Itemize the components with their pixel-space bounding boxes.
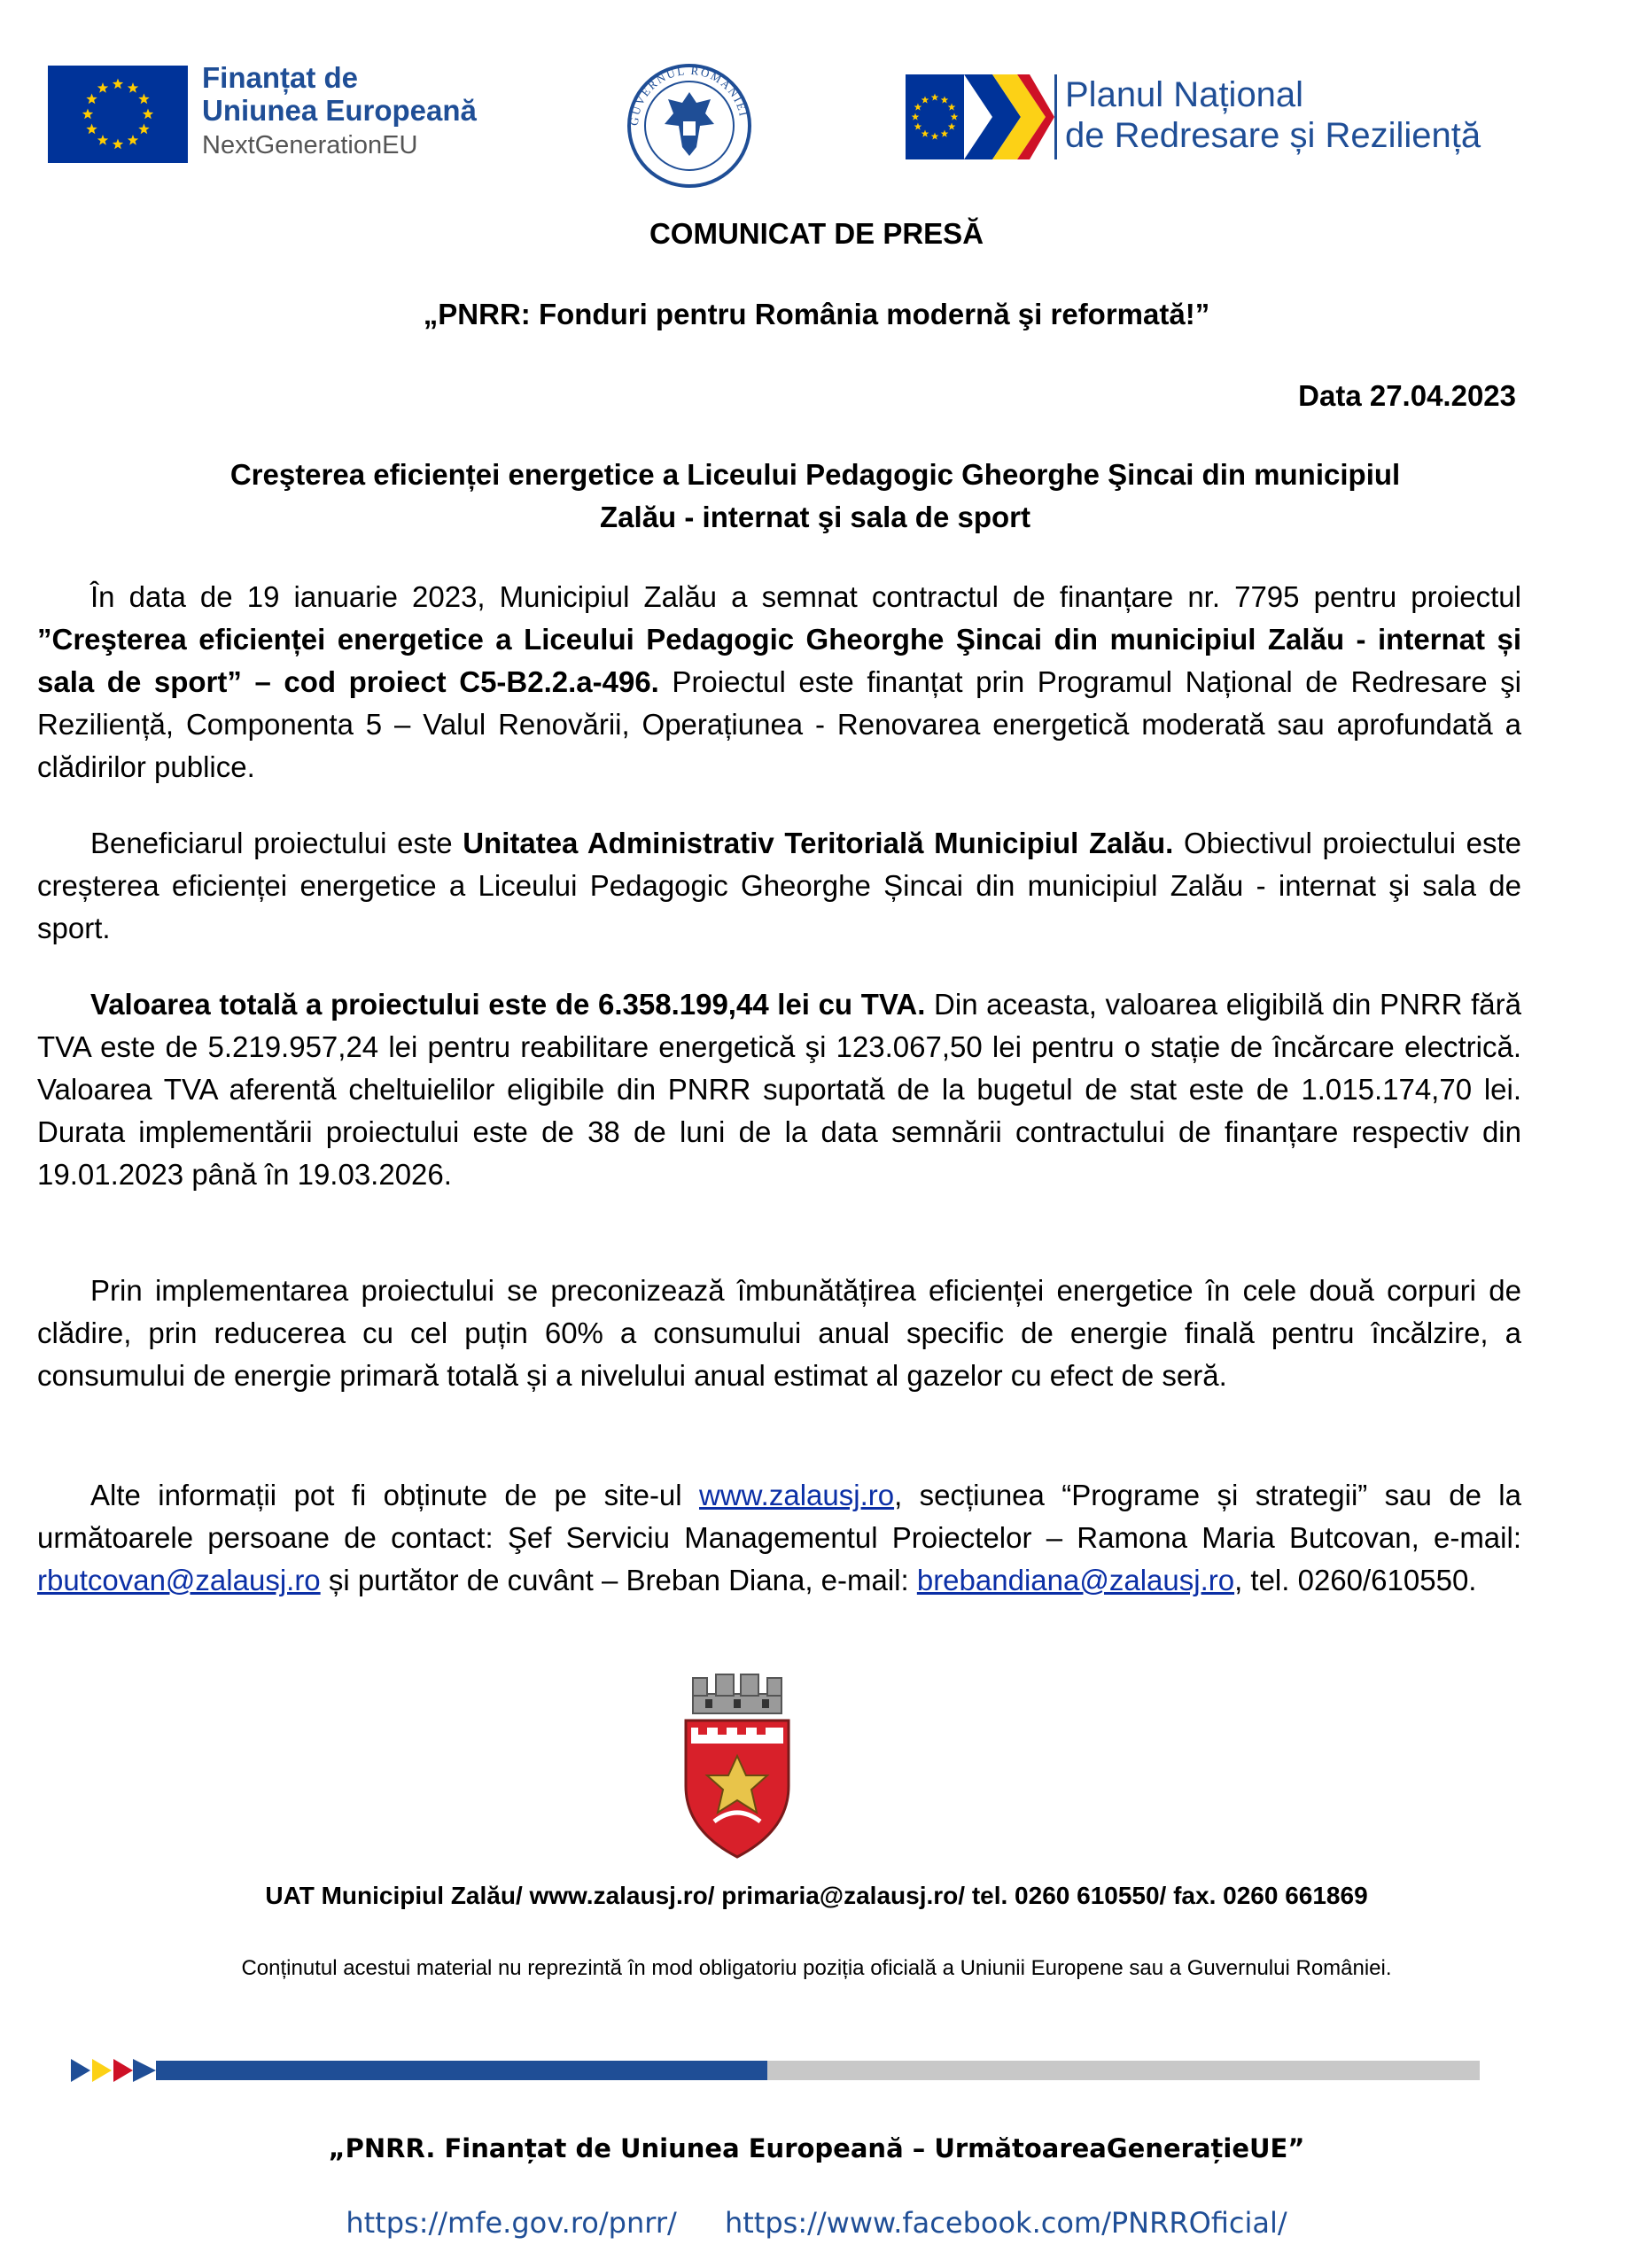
pnrr-logo-text <box>1065 74 1481 156</box>
p2-text2: Obiectivul proiectului este creșterea eficienței energetice a Liceului Pedagogic Gheorghe Șincai din municipiul Zalău - internat şi sala de sport. <box>37 827 1521 944</box>
pnrr-flag-icon <box>906 74 1054 159</box>
facebook-pnrr-link[interactable]: https://www.facebook.com/PNRROficial/ <box>724 2206 1287 2240</box>
p5-text3: și purtător de cuvânt – Breban Diana, e-mail: <box>320 1564 917 1596</box>
p1-text2: Proiectul este finanțat prin Programul Național de Redresare şi Reziliență, Componenta 5 – Valul Renovării, Operațiunea - Renovarea energetică moderată sau aprofundată a clădirilor publice. <box>37 665 1521 783</box>
pnrr-color-bar <box>71 2052 1480 2087</box>
mfe-pnrr-link[interactable]: https://mfe.gov.ro/pnrr/ <box>346 2206 677 2240</box>
zalau-coat-of-arms-icon <box>679 1671 796 1860</box>
eu-flag-icon <box>48 66 188 163</box>
p5-text1: Alte informații pot fi obținute de pe site-ul <box>90 1479 699 1511</box>
p2-text1: Beneficiarul proiectului este <box>90 827 463 859</box>
p5-text2: , secțiunea “Programe și strategii” sau de la următoarele persoane de contact: Şef Serviciu Managementul Proiectelor – Ramona Maria Butcovan, e-mail: <box>37 1479 1521 1554</box>
footer-disclaimer: Conținutul acestui material nu reprezintă în mod obligatoriu poziția oficială a Uniunii Europene sau a Guvernului României. <box>241 1956 1392 1980</box>
pnrr-logo-line1: Planul Național <box>1065 75 1304 114</box>
pnrr-logo-line2: de Redresare și Reziliență <box>1065 116 1481 155</box>
project-title-line2: Zalău - internat şi sala de sport <box>600 501 1030 533</box>
eu-logo-line2: Uniunea Europeană <box>202 93 477 127</box>
pnrr-footer-slogan: „PNRR. Finanțat de Uniunea Europeană – UrmătoareaGenerațieUE” <box>328 2133 1305 2163</box>
p3-text1: Din aceasta, valoarea eligibilă din PNRR fără TVA este de 5.219.957,24 lei pentru reabilitare energetică şi 123.067,50 lei pentru o stație de încărcare electrică. Valoarea TVA aferentă cheltuielilor eligibile din PNRR suportată de la bugetul de stat este de 1.015.174,70 lei. Durata implementării proiectului este de 38 de luni de la data semnării contractului de finanțare respectiv din 19.01.2023 până în 19.03.2026. <box>37 988 1521 1191</box>
website-link[interactable]: www.zalausj.ro <box>699 1479 895 1511</box>
eu-logo-line3: NextGenerationEU <box>202 130 418 159</box>
p2-beneficiary-name: Unitatea Administrativ Teritorială Municipiul Zalău. <box>463 827 1174 859</box>
p3-total-value: Valoarea totală a proiectului este de 6.358.199,44 lei cu TVA. <box>90 988 926 1021</box>
p4-text1: Prin implementarea proiectului se preconizează îmbunătățirea eficienței energetice în cele două corpuri de clădire, prin reducerea cu cel puțin 60% a consumului anual specific de energie finală pentru încălzire, a consumului de energie primară totală și a nivelului anual estimat al gazelor cu efect de seră. <box>37 1274 1521 1392</box>
footer-contact-line: UAT Municipiul Zalău/ www.zalausj.ro/ primaria@zalausj.ro/ tel. 0260 610550/ fax. 0260 661869 <box>265 1882 1368 1909</box>
release-date: Data 27.04.2023 <box>1298 379 1516 412</box>
eu-funding-logo <box>202 62 477 159</box>
pnrr-logo-divider <box>1054 74 1057 159</box>
project-title <box>80 454 1551 539</box>
email-link-breban[interactable]: brebandiana@zalausj.ro <box>916 1564 1235 1596</box>
press-release-heading: COMUNICAT DE PRESĂ <box>649 217 984 250</box>
paragraph-contact <box>37 1474 1521 1602</box>
project-title-line1: Creşterea eficienței energetice a Liceului Pedagogic Gheorghe Şincai din municipiul <box>229 458 1401 491</box>
footer-links <box>0 2206 1633 2240</box>
paragraph-contract <box>37 576 1521 788</box>
slogan: „PNRR: Fonduri pentru România modernă şi reformată!” <box>423 298 1210 330</box>
paragraph-value <box>37 983 1521 1196</box>
eu-logo-line1: Finanțat de <box>202 61 359 94</box>
p5-text4: , tel. 0260/610550. <box>1234 1564 1477 1596</box>
paragraph-results <box>37 1270 1521 1397</box>
paragraph-beneficiary <box>37 822 1521 950</box>
government-seal-icon <box>626 62 753 190</box>
p1-text1: În data de 19 ianuarie 2023, Municipiul Zalău a semnat contractul de finanțare nr. 7795 pentru proiectul <box>90 580 1521 613</box>
seal-text: GUVERNUL ROMÂNIEI <box>626 63 751 127</box>
email-link-butcovan[interactable]: rbutcovan@zalausj.ro <box>37 1564 321 1596</box>
p1-project-name: ”Creşterea eficienței energetice a Liceului Pedagogic Gheorghe Şincai din municipiul Zalău - internat și sala de sport” – cod proiect C5-B2.2.a-496. <box>37 623 1521 698</box>
